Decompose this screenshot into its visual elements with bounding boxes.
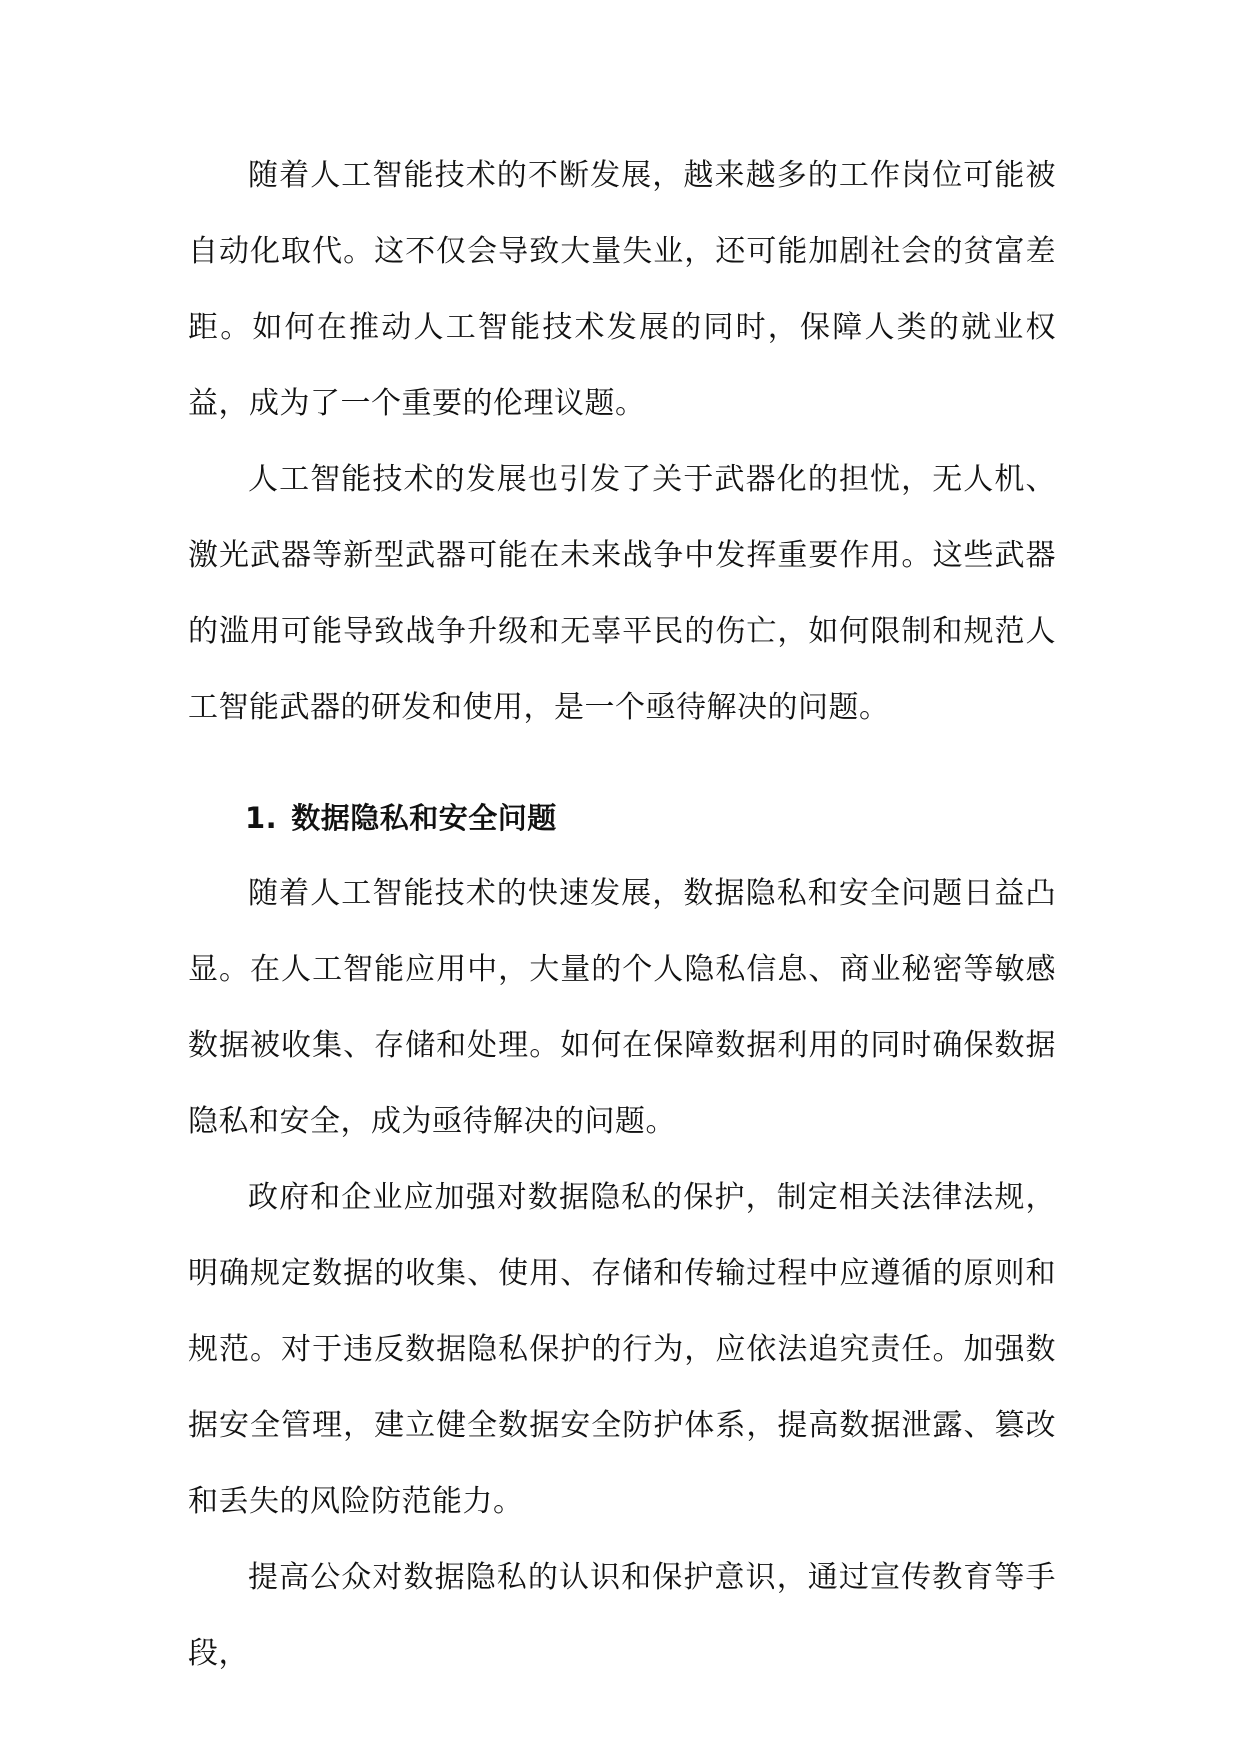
paragraph-public-awareness: 提高公众对数据隐私的认识和保护意识，通过宣传教育等手段， [188,1560,1056,1671]
paragraph-employment: 随着人工智能技术的不断发展，越来越多的工作岗位可能被自动化取代。这不仅会导致大量失业，还可能加剧社会的贫富差距。如何在推动人工智能技术发展的同时，保障人类的就业权益，成为了一个重要的伦理议题。 [188,158,1056,421]
section-number: 1. [245,801,278,835]
section-title: 数据隐私和安全问题 [291,801,557,835]
paragraph-government-protection: 政府和企业应加强对数据隐私的保护，制定相关法律法规，明确规定数据的收集、使用、存储和传输过程中应遵循的原则和规范。对于违反数据隐私保护的行为，应依法追究责任。加强数据安全管理，建立健全数据安全防护体系，提高数据泄露、篡改和丢失的风险防范能力。 [188,1180,1056,1519]
section-heading [188,780,1056,856]
paragraph-data-privacy-intro: 随着人工智能技术的快速发展，数据隐私和安全问题日益凸显。在人工智能应用中，大量的个人隐私信息、商业秘密等敏感数据被收集、存储和处理。如何在保障数据利用的同时确保数据隐私和安全，成为亟待解决的问题。 [188,876,1056,1139]
paragraph-weaponization: 人工智能技术的发展也引发了关于武器化的担忧，无人机、激光武器等新型武器可能在未来战争中发挥重要作用。这些武器的滥用可能导致战争升级和无辜平民的伤亡，如何限制和规范人工智能武器的研发和使用，是一个亟待解决的问题。 [188,462,1056,725]
document-body [188,138,1056,1692]
